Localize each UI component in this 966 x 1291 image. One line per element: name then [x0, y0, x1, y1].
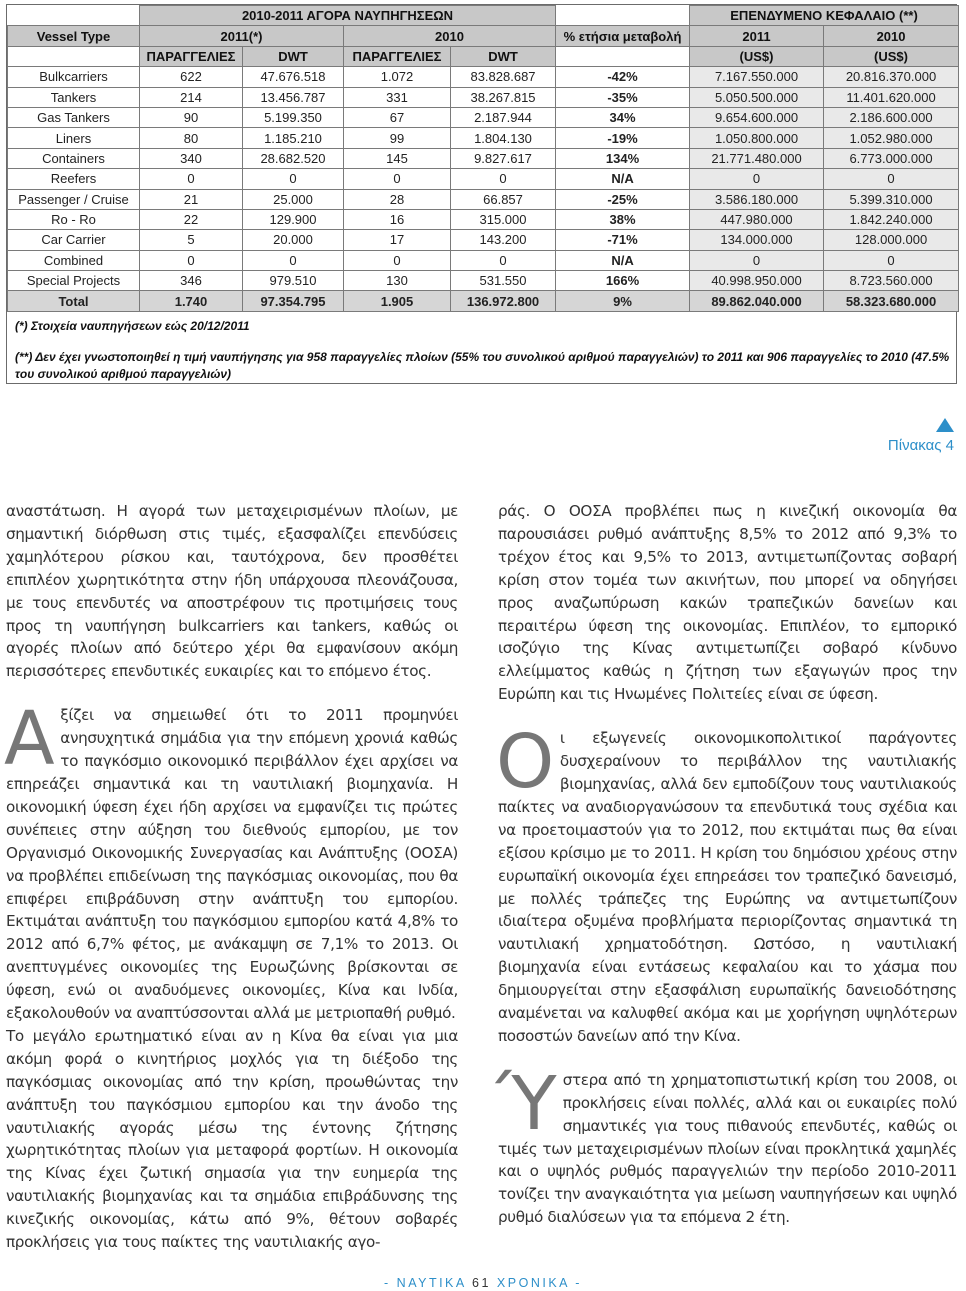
cell-c10: 0	[824, 169, 959, 189]
cell-o10: 145	[344, 148, 451, 168]
year-2010-header: 2010	[344, 26, 556, 46]
cell-o11: 622	[140, 67, 243, 87]
cell-d10: 9.827.617	[451, 148, 556, 168]
caption-text: Πίνακας 4	[887, 437, 954, 454]
cell-pct: -35%	[556, 87, 690, 107]
total-row	[8, 291, 959, 311]
cell-c10: 5.399.310.000	[824, 189, 959, 209]
cell-o11: 346	[140, 271, 243, 291]
cell-o10: 1.072	[344, 67, 451, 87]
cell-type: Reefers	[8, 169, 140, 189]
table-row	[8, 209, 959, 229]
paragraph-text: ξίζει να σημειωθεί ότι το 2011 προμηνύει ανησυχητικά σημάδια για την επόμενη χρονιά καθώς το παγκόσμιο οικονομικό περιβάλλον έχει αρχίσει να επηρεάζει σημαντικά και τη ναυτιλιακή βιομηχανία. Η οικονομική ύφεση έχει ήδη αρχίσει να εμφανίζει τις πρώτες συνέπειες στην αύξηση του διεθνούς εμπορίου, με τον Οργανισμό Οικονομικής Συνεργασίας και Ανάπτυξης (ΟΟΣΑ) να προβλέπει επιδείνωση της παγκόσμιας οικονομίας, που θα επιφέρει επιβράδυνση στην ανάπτυξη του εμπορίου. Εκτιμάται ανάπτυξη του παγκόσμιου εμπορίου κατά 4,8% το 2012 από 6,7% φέτος, με ανάκαμψη σε 7,1% το 2013. Οι ανεπτυγμένες οικονομίες της Ευρωζώνης βρίσκονται σε ύφεση, ενώ οι αναδυόμενες οικονομίες, Κίνα και Ινδία, εξακολουθούν να αναπτύσσονται αλλά με μετριοπαθή ρυθμό.	[6, 706, 458, 1023]
cell-o10: 130	[344, 271, 451, 291]
drop-cap: Α	[4, 696, 55, 783]
cell-d11: 0	[243, 169, 344, 189]
cell-o10: 28	[344, 189, 451, 209]
table-row	[8, 230, 959, 250]
cell-o11: 0	[140, 250, 243, 270]
cell-type: Passenger / Cruise	[8, 189, 140, 209]
cell-type: Car Carrier	[8, 230, 140, 250]
cell-o11: 214	[140, 87, 243, 107]
market-title: 2010-2011 ΑΓΟΡΑ ΝΑΥΠΗΓΗΣΕΩΝ	[140, 6, 556, 26]
cell-o11: 0	[140, 169, 243, 189]
cell-o10: 1.905	[344, 291, 451, 311]
table-note-2: (**) Δεν έχει γνωστοποιηθεί η τιμή ναυπήγησης για 958 παραγγελίες πλοίων (55% του συνολικού αριθμού παραγγελιών) το 2011 και 906 παραγγελίες το 2010 (47.5% του συνολικού αριθμού παραγγελιών)	[15, 350, 950, 381]
cell-pct: N/A	[556, 169, 690, 189]
usd-2010-header: (US$)	[824, 46, 959, 66]
cell-o10: 0	[344, 169, 451, 189]
cell-d10: 1.804.130	[451, 128, 556, 148]
cell-d11: 28.682.520	[243, 148, 344, 168]
orders-2010-header: ΠΑΡΑΓΓΕΛΙΕΣ	[344, 46, 451, 66]
cell-d10: 83.828.687	[451, 67, 556, 87]
cell-type: Total	[8, 291, 140, 311]
cell-d11: 25.000	[243, 189, 344, 209]
paragraph-text: στερα από τη χρηματοπιστωτική κρίση του 2008, οι προκλήσεις είναι πολλές, αλλά και οι ευκαιρίες πολύ σημαντικές για τους πιθανούς επενδυτές, καθώς οι τιμές των μεταχειρισμένων πλοίων είναι προκλητικά χαμηλές και ο υψηλός ρυθμός παραγγελιών την περίοδο 2010-2011 τονίζει την αναγκαιότητα για μείωση ναυπηγήσεων και υψηλό ρυθμό διαλύσεων για τα επόμενα 2 έτη.	[498, 1070, 957, 1227]
cell-d10: 531.550	[451, 271, 556, 291]
usd-2011-header: (US$)	[690, 46, 824, 66]
cell-c10: 6.773.000.000	[824, 148, 959, 168]
cell-o11: 5	[140, 230, 243, 250]
cell-d11: 0	[243, 250, 344, 270]
cell-c10: 58.323.680.000	[824, 291, 959, 311]
cell-o11: 80	[140, 128, 243, 148]
cell-c11: 0	[690, 250, 824, 270]
cell-c10: 1.842.240.000	[824, 209, 959, 229]
paragraph-text: ι εξωγενείς οικονομικοπολιτικοί παράγοντες δυσχεραίνουν το περιβάλλον της ναυτιλιακής βιομηχανίας, αλλά δεν εμποδίζουν τους ναυτιλιακούς παίκτες να αναδιοργανώσουν τα επενδυτικά τους σχέδια και να προετοιμαστούν για το 2012, που εκτιμάται πως θα είναι εξίσου κρίσιμο με το 2011. Η κρίση του δημόσιου χρέους στην ευρωπαϊκή οικονομία έχει επηρεάσει τον τραπεζικό δανεισμό, με πολλές τράπεζες της Ευρώπης να αντιμετωπίζουν ιδιαίτερα οξυμένα προβλήματα περιορίζοντας σημαντικά τη ναυτιλιακή χρηματοδότηση. Ωστόσο, η ναυτιλιακή βιομηχανία είναι εντάσεως κεφαλαίου και το χάσμα που δημιουργείται στην εξασφάλιση ευρωπαϊκής δανειοδότησης αναμένεται να καλυφθεί ακόμα και με χορήγηση υψηλότερων ποσοστών δανείων από την Κίνα.	[498, 729, 957, 1045]
paragraph: Το μεγάλο ερωτηματικό είναι αν η Κίνα θα είναι για μια ακόμη φορά ο κινητήριος μοχλός για τη διέξοδο της παγκόσμιας οικονομίας από την κρίση, προωθώντας την ανάπτυξη του παγκόσμιου εμπορίου και την άνοδο της ναυτιλιακής αγοράς μέσω της έντονης ζήτησης χωρητικότητας πλοίων για μεταφορά φορτίων. Η οικονομία της Κίνας έχει ζωτική σημασία για την ευημερία της ναυτιλιακής βιομηχανίας και τα σημάδια επιβράδυνσης της κινεζικής οικονομίας, κάτω από 9%, θέτουν σοβαρές προκλήσεις για τους παίκτες της ναυτιλιακής αγο-	[6, 1026, 458, 1252]
table-caption	[888, 418, 954, 454]
cell-d11: 979.510	[243, 271, 344, 291]
cell-type: Liners	[8, 128, 140, 148]
cell-o11: 21	[140, 189, 243, 209]
paragraph-dropcap	[496, 719, 957, 1048]
cell-o10: 99	[344, 128, 451, 148]
cell-d11: 20.000	[243, 230, 344, 250]
cell-o10: 16	[344, 209, 451, 229]
table-row	[8, 87, 959, 107]
cell-c11: 89.862.040.000	[690, 291, 824, 311]
cell-c10: 20.816.370.000	[824, 67, 959, 87]
cell-pct: -42%	[556, 67, 690, 87]
dwt-2011-header: DWT	[243, 46, 344, 66]
cell-c11: 21.771.480.000	[690, 148, 824, 168]
paragraph: ράς. Ο ΟΟΣΑ προβλέπει πως η κινεζική οικονομία θα παρουσιάσει ρυθμό ανάπτυξης 8,5% το 2012 από 9,3% το τρέχον έτος και 9,5% το 2013, αντιμετωπίζοντας σοβαρή κρίση στον τομέα των ακινήτων, που μπορεί να οδηγήσει προς αναζωπύρωση κακών τραπεζικών δανείων και περαιτέρω ύφεση της οικονομίας. Επιπλέον, το εμπορικό ισοζύγιο της Κίνας αντιμετωπίζει σοβαρό κίνδυνο ελλείμματος καθώς η ζήτηση των εξαγωγών προς την Ευρώπη και τις Ηνωμένες Πολιτείες είναι σε ύφεση.	[498, 502, 957, 704]
cell-pct: -71%	[556, 230, 690, 250]
dwt-2010-header: DWT	[451, 46, 556, 66]
cell-c10: 0	[824, 250, 959, 270]
cell-d10: 0	[451, 169, 556, 189]
orders-2011-header: ΠΑΡΑΓΓΕΛΙΕΣ	[140, 46, 243, 66]
cell-d11: 5.199.350	[243, 107, 344, 127]
footer-left: - ΝΑΥΤΙΚΑ	[384, 1276, 467, 1290]
cell-o10: 331	[344, 87, 451, 107]
cell-pct: 9%	[556, 291, 690, 311]
cell-d10: 0	[451, 250, 556, 270]
page-footer	[0, 1276, 966, 1290]
cell-d10: 136.972.800	[451, 291, 556, 311]
capital-2011-header: 2011	[690, 26, 824, 46]
drop-cap: Ύ	[496, 1060, 557, 1147]
cell-c11: 134.000.000	[690, 230, 824, 250]
cell-type: Tankers	[8, 87, 140, 107]
cell-c10: 1.052.980.000	[824, 128, 959, 148]
cell-c11: 9.654.600.000	[690, 107, 824, 127]
cell-d11: 1.185.210	[243, 128, 344, 148]
cell-d10: 66.857	[451, 189, 556, 209]
drop-cap: Ο	[496, 719, 554, 806]
cell-o11: 1.740	[140, 291, 243, 311]
cell-type: Ro - Ro	[8, 209, 140, 229]
cell-d10: 2.187.944	[451, 107, 556, 127]
cell-pct: 38%	[556, 209, 690, 229]
vessel-type-header: Vessel Type	[8, 26, 140, 46]
cell-d10: 315.000	[451, 209, 556, 229]
cell-o11: 22	[140, 209, 243, 229]
cell-d11: 13.456.787	[243, 87, 344, 107]
footer-right: ΧΡΟΝΙΚΑ -	[496, 1276, 582, 1290]
cell-o10: 0	[344, 250, 451, 270]
year-2011-header: 2011(*)	[140, 26, 344, 46]
stats-table	[7, 5, 959, 312]
cell-pct: -25%	[556, 189, 690, 209]
cell-d11: 47.676.518	[243, 67, 344, 87]
cell-d11: 97.354.795	[243, 291, 344, 311]
cell-c10: 128.000.000	[824, 230, 959, 250]
cell-c11: 7.167.550.000	[690, 67, 824, 87]
table-row	[8, 189, 959, 209]
article-right-column	[498, 500, 957, 1229]
cell-c11: 5.050.500.000	[690, 87, 824, 107]
paragraph-dropcap	[496, 1060, 957, 1229]
cell-pct: N/A	[556, 250, 690, 270]
cell-c11: 1.050.800.000	[690, 128, 824, 148]
cell-c11: 3.586.180.000	[690, 189, 824, 209]
cell-pct: 134%	[556, 148, 690, 168]
cell-c10: 11.401.620.000	[824, 87, 959, 107]
cell-type: Containers	[8, 148, 140, 168]
cell-o10: 17	[344, 230, 451, 250]
cell-type: Special Projects	[8, 271, 140, 291]
capital-2010-header: 2010	[824, 26, 959, 46]
cell-c10: 2.186.600.000	[824, 107, 959, 127]
cell-c11: 0	[690, 169, 824, 189]
paragraph: αναστάτωση. Η αγορά των μεταχειρισμένων πλοίων, με σημαντική διόρθωση στις τιμές, εξασφαλίζει επενδύσεις χαμηλότερου ρίσκου και, ταυτόχρονα, δεν προσθέτει επιπλέον χωρητικότητα στην ήδη υπάρχουσα πλεονάζουσα, με τους επενδυτές να αποστρέφουν τις προτιμήσεις τους προς τη ναυπήγηση bulkcarriers και tankers, καθώς οι αγορές πλοίων από δεύτερο χέρι θα εμφανίσουν ακόμη περισσότερες επενδυτικές ευκαιρίες και το επόμενο έτος.	[6, 502, 458, 681]
article-left-column	[6, 500, 458, 1254]
table-row	[8, 107, 959, 127]
cell-c11: 447.980.000	[690, 209, 824, 229]
paragraph-dropcap	[4, 696, 458, 1025]
cell-pct: 34%	[556, 107, 690, 127]
cell-d11: 129.900	[243, 209, 344, 229]
shipbuilding-market-table	[6, 4, 957, 384]
cell-pct: 166%	[556, 271, 690, 291]
annual-change-header: % ετήσια μεταβολή	[556, 26, 690, 46]
cell-c10: 8.723.560.000	[824, 271, 959, 291]
cell-d10: 38.267.815	[451, 87, 556, 107]
table-row	[8, 250, 959, 270]
table-body	[8, 67, 959, 312]
table-row	[8, 67, 959, 87]
table-row	[8, 128, 959, 148]
cell-c11: 40.998.950.000	[690, 271, 824, 291]
cell-o11: 340	[140, 148, 243, 168]
triangle-up-icon	[936, 418, 954, 432]
table-row	[8, 169, 959, 189]
cell-d10: 143.200	[451, 230, 556, 250]
cell-o10: 67	[344, 107, 451, 127]
cell-type: Gas Tankers	[8, 107, 140, 127]
table-row	[8, 148, 959, 168]
cell-type: Bulkcarriers	[8, 67, 140, 87]
table-note-1: (*) Στοιχεία ναυπηγήσεων εώς 20/12/2011	[15, 319, 250, 333]
table-row	[8, 271, 959, 291]
capital-title: ΕΠΕΝΔΥΜΕΝΟ ΚΕΦΑΛΑΙΟ (**)	[690, 6, 959, 26]
cell-type: Combined	[8, 250, 140, 270]
page-number: 61	[472, 1276, 491, 1290]
cell-pct: -19%	[556, 128, 690, 148]
cell-o11: 90	[140, 107, 243, 127]
